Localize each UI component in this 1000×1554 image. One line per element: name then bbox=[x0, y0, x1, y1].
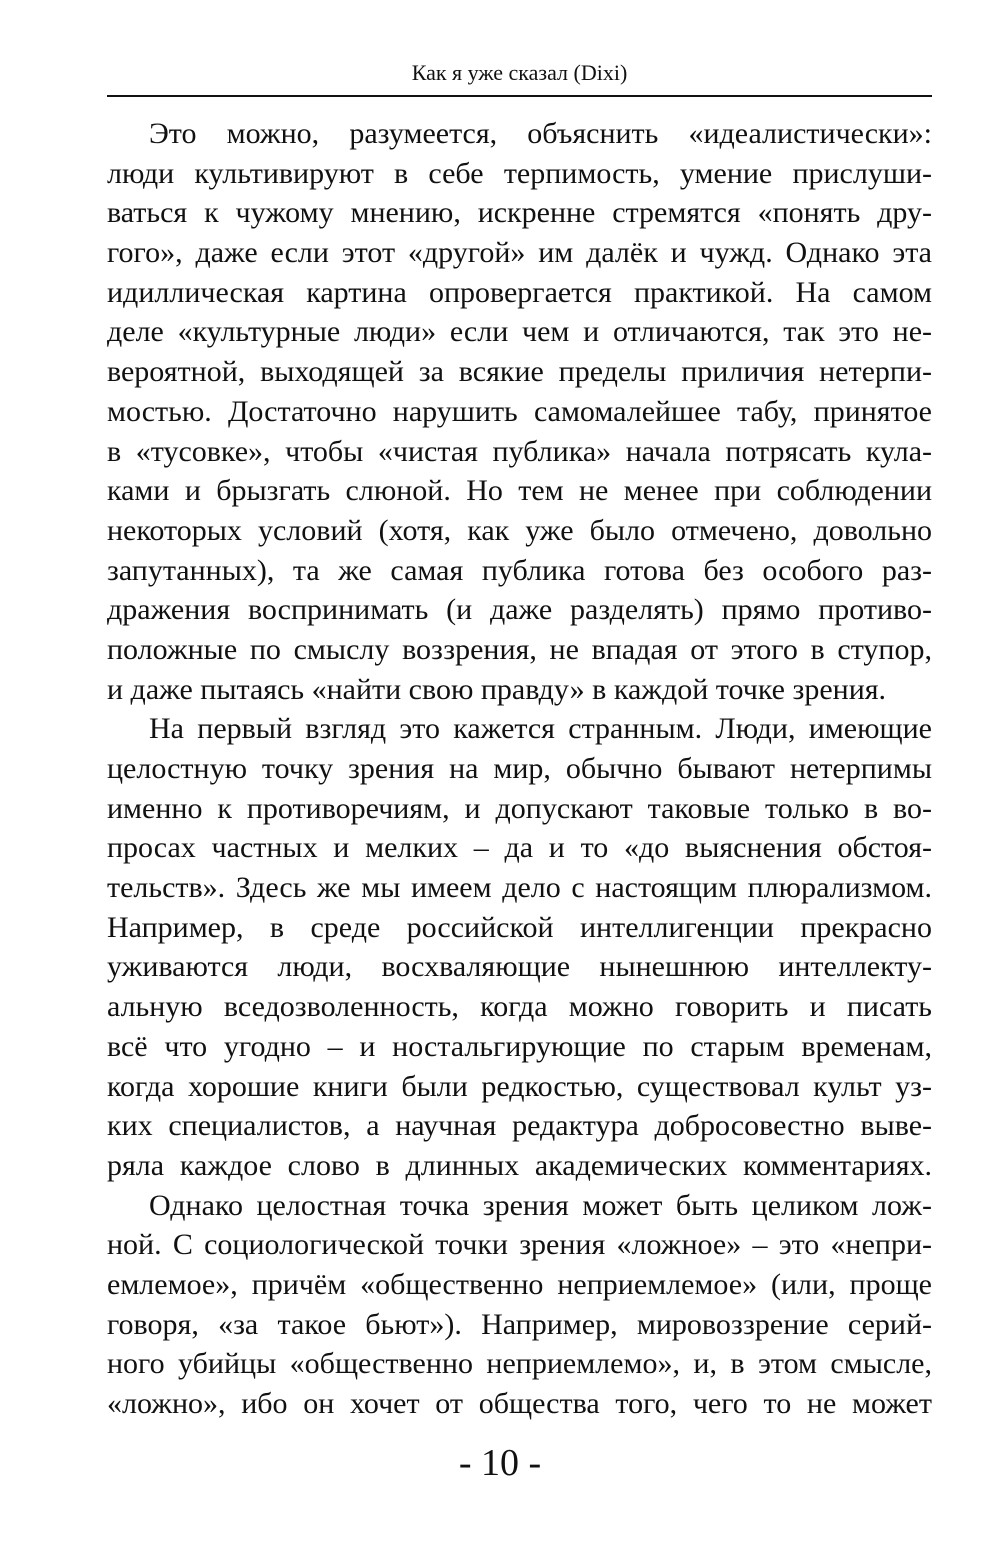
text-line: люди культивируют в себе терпимость, умение прислуши- bbox=[107, 156, 932, 190]
text-line: тельств». Здесь же мы имеем дело с настоящим плюрализмом. bbox=[107, 871, 932, 905]
text-line: говоря, «за такое бьют»). Например, мировоззрение серий- bbox=[107, 1307, 932, 1341]
text-line: Например, в среде российской интеллигенции прекрасно bbox=[107, 910, 932, 944]
text-line: идиллическая картина опровергается практикой. На самом bbox=[107, 275, 932, 309]
text-line: целостную точку зрения на мир, обычно бывают нетерпимы bbox=[107, 752, 932, 785]
text-line: вероятной, выходящей за всякие пределы приличия нетерпи- bbox=[107, 355, 932, 389]
text-line: гого», даже если этот «другой» им далёк и чужд. Однако эта bbox=[107, 236, 932, 270]
text-line: Однако целостная точка зрения может быть целиком лож- bbox=[149, 1188, 932, 1222]
text-line: некоторых условий (хотя, как уже было отмечено, довольно bbox=[107, 513, 932, 547]
header-rule bbox=[107, 95, 932, 97]
paragraph-2 bbox=[107, 709, 932, 1185]
text-line: мостью. Достаточно нарушить самомалейшее табу, принятое bbox=[107, 394, 932, 428]
text-line: всё что угодно – и ностальгирующие по старым временам, bbox=[107, 1029, 932, 1063]
text-line: «ложно», ибо он хочет от общества того, чего то не может bbox=[107, 1387, 932, 1420]
text-line: и даже пытаясь «найти свою правду» в каждой точке зрения. bbox=[107, 672, 887, 706]
text-line: ваться к чужому мнению, искренне стремятся «понять дру- bbox=[107, 196, 932, 230]
text-line: На первый взгляд это кажется странным. Люди, имеющие bbox=[149, 712, 932, 746]
text-line: именно к противоречиям, и допускают таковые только в во- bbox=[107, 791, 932, 825]
text-line: в «тусовке», чтобы «чистая публика» начала потрясать кула- bbox=[107, 434, 932, 468]
text-line: дражения воспринимать (и даже разделять) прямо противо- bbox=[107, 593, 932, 627]
text-line: ного убийцы «общественно неприемлемо», и, в этом смысле, bbox=[107, 1347, 932, 1381]
text-line: просах частных и мелких – да и то «до выяснения обстоя- bbox=[107, 831, 932, 865]
text-line: альную вседозволенность, когда можно говорить и писать bbox=[107, 990, 932, 1024]
text-line: ками и брызгать слюной. Но тем не менее при соблюдении bbox=[107, 474, 932, 508]
text-line: ряла каждое слово в длинных академических комментариях. bbox=[107, 1148, 932, 1182]
text-line: Это можно, разумеется, объяснить «идеалистически»: bbox=[149, 117, 932, 150]
text-line: когда хорошие книги были редкостью, существовал культ уз- bbox=[107, 1069, 932, 1103]
text-line: емлемое», причём «общественно неприемлемое» (или, проще bbox=[107, 1267, 932, 1301]
paragraph-3 bbox=[107, 1186, 932, 1424]
text-line: ких специалистов, а научная редактура добросовестно выве- bbox=[107, 1109, 932, 1143]
page-number: - 10 - bbox=[458, 1442, 542, 1484]
body-text bbox=[107, 114, 932, 1424]
text-line: запутанных), та же самая публика готова без особого раз- bbox=[107, 553, 932, 587]
running-header: Как я уже сказал (Dixi) bbox=[411, 60, 628, 85]
text-line: ной. С социологической точки зрения «ложное» – это «непри- bbox=[107, 1228, 932, 1262]
paragraph-1 bbox=[107, 114, 932, 709]
text-line: деле «культурные люди» если чем и отличаются, так это не- bbox=[107, 315, 932, 349]
text-line: положные по смыслу воззрения, не впадая от этого в ступор, bbox=[107, 632, 932, 666]
text-line: уживаются люди, восхваляющие нынешнюю интеллекту- bbox=[107, 950, 932, 984]
